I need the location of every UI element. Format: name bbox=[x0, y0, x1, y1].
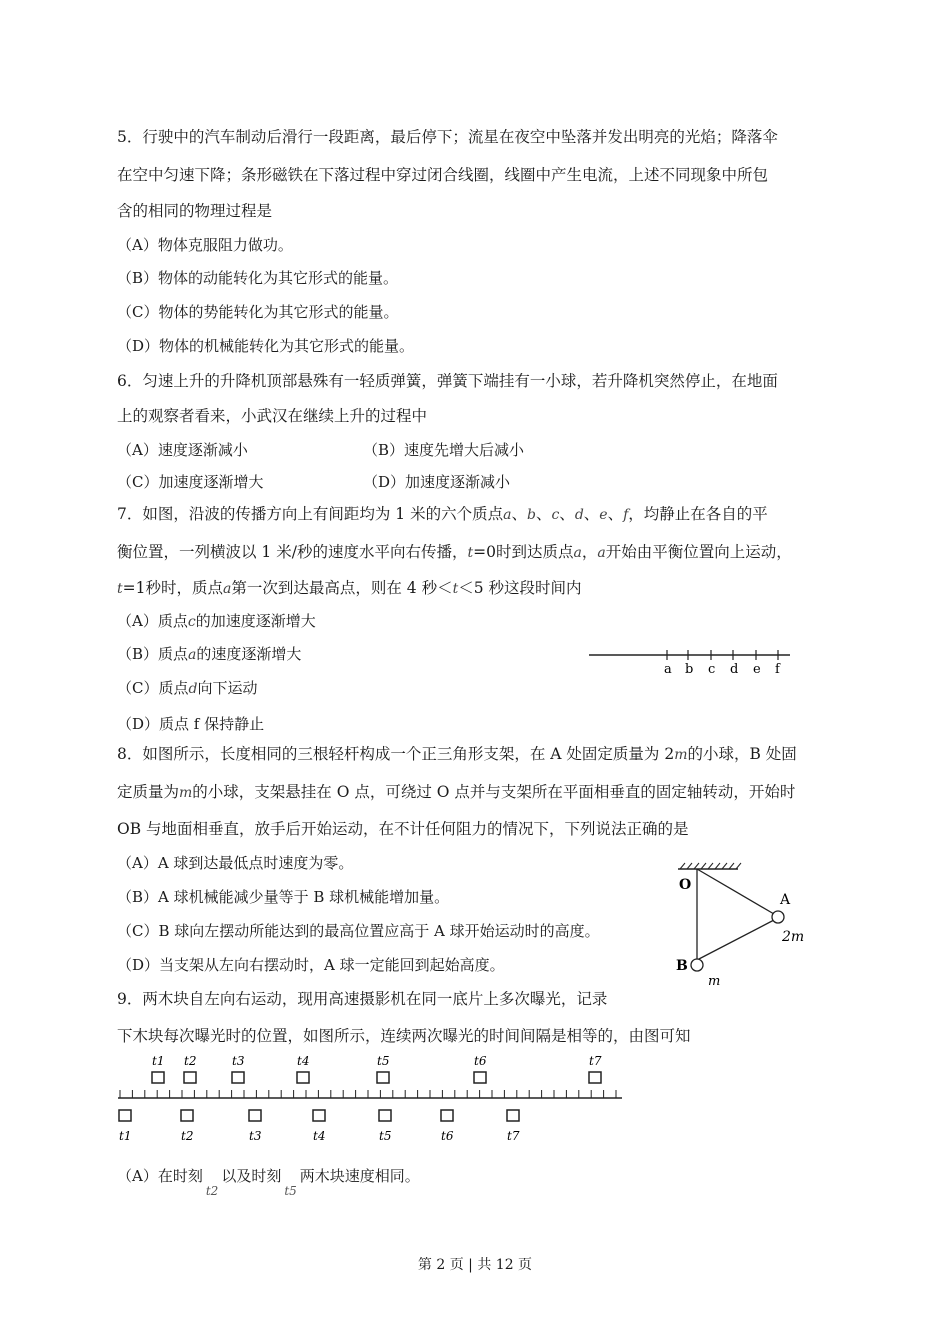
q9-option-text: （A）在时刻 bbox=[117, 1167, 203, 1185]
q7-separator: 、 bbox=[559, 505, 575, 523]
q7-option-c bbox=[117, 678, 257, 699]
q7-separator: 、 bbox=[511, 505, 527, 523]
q9-bottom-block bbox=[119, 1110, 131, 1121]
q7-text: 衡位置，一列横波以 1 米/秒的速度水平向右传播， bbox=[117, 543, 468, 561]
q5-option-a: （A）物体克服阻力做功。 bbox=[117, 236, 293, 254]
q7-point-label-e: e bbox=[753, 662, 761, 677]
q9-top-block bbox=[474, 1072, 486, 1083]
q9-bottom-block bbox=[441, 1110, 453, 1121]
q7-var-a: a bbox=[573, 545, 582, 561]
q7-ticks bbox=[664, 650, 781, 677]
q9-bottom-label: t4 bbox=[313, 1129, 326, 1143]
q9-top-label: t4 bbox=[297, 1054, 310, 1068]
q7-var-a: a bbox=[223, 581, 232, 597]
q8-label-2m: 2m bbox=[782, 929, 805, 945]
q9-blocks-figure bbox=[110, 1048, 630, 1148]
q9-option-a bbox=[117, 1166, 420, 1198]
q7-point-label-a: a bbox=[664, 662, 672, 677]
q9-top-block bbox=[184, 1072, 196, 1083]
q7-point-label-b: b bbox=[685, 662, 694, 677]
q9-bottom-block bbox=[507, 1110, 519, 1121]
q7-var-c: c bbox=[187, 614, 196, 630]
q7-option-text: 向下运动 bbox=[197, 679, 258, 697]
q8-text: 定质量为 bbox=[117, 783, 180, 801]
q8-text: 8．如图所示，长度相同的三根轻杆构成一个正三角形支架，在 A 处固定质量为 2 bbox=[117, 745, 675, 763]
q9-bottom-block bbox=[313, 1110, 325, 1121]
q7-option-b bbox=[117, 644, 301, 665]
q7-var-a: a bbox=[188, 647, 197, 663]
q9-ruler-ticks bbox=[120, 1090, 616, 1098]
q7-var-t: t bbox=[117, 581, 123, 597]
q8-text: 的小球，支架悬挂在 O 点，可绕过 O 点并与支架所在平面相垂直的固定轴转动，开始时 bbox=[192, 783, 796, 801]
q7-stem-line1 bbox=[117, 503, 768, 526]
q8-label-o: O bbox=[679, 877, 692, 893]
q8-text: 的小球，B 处固 bbox=[687, 745, 797, 763]
q7-point-d: d bbox=[574, 507, 584, 523]
q9-top-label: t6 bbox=[474, 1054, 487, 1068]
q7-text: 7．如图，沿波的传播方向上有间距均为 1 米的六个质点 bbox=[117, 505, 504, 523]
q9-top-block bbox=[297, 1072, 309, 1083]
q7-wave-figure bbox=[585, 645, 800, 677]
q7-separator: 、 bbox=[607, 505, 624, 523]
q9-top-label: t1 bbox=[152, 1054, 165, 1068]
q9-bottom-label: t3 bbox=[249, 1129, 262, 1143]
q7-point-c: c bbox=[551, 507, 560, 523]
q9-top-label: t7 bbox=[589, 1054, 602, 1068]
q7-point-label-c: c bbox=[708, 662, 716, 677]
q5-option-c: （C）物体的势能转化为其它形式的能量。 bbox=[117, 303, 399, 321]
q9-var-t2: t2 bbox=[205, 1184, 219, 1198]
q7-option-text: （C）质点 bbox=[117, 679, 189, 697]
page-footer: 第 2 页 | 共 12 页 bbox=[417, 1257, 533, 1273]
q7-option-a bbox=[117, 611, 316, 632]
q7-point-label-f: f bbox=[775, 662, 780, 677]
q7-var-a: a bbox=[597, 545, 606, 561]
q8-option-c: （C）B 球向左摆动所能达到的最高位置应高于 A 球开始运动时的高度。 bbox=[117, 922, 600, 940]
q7-point-a: a bbox=[503, 507, 512, 523]
q9-option-text: 以及时刻 bbox=[221, 1167, 282, 1185]
q7-option-text: （B）质点 bbox=[117, 645, 189, 663]
q8-option-b: （B）A 球机械能减少量等于 B 球机械能增加量。 bbox=[117, 888, 450, 906]
q9-var-t5: t5 bbox=[284, 1184, 297, 1198]
q7-option-text: 的加速度逐渐增大 bbox=[195, 612, 316, 630]
q8-triangle-figure bbox=[670, 862, 830, 992]
q6-option-c: （C）加速度逐渐增大 bbox=[117, 473, 264, 491]
q7-stem-line2 bbox=[117, 541, 792, 564]
q7-point-label-d: d bbox=[730, 662, 739, 677]
q5-stem-line1: 5．行驶中的汽车制动后滑行一段距离，最后停下；流星在夜空中坠落并发出明亮的光焰；降落伞 bbox=[117, 128, 778, 146]
q7-point-f: f bbox=[623, 507, 629, 523]
q6-option-d: （D）加速度逐渐减小 bbox=[363, 473, 511, 491]
q7-text: ＜5 秒这段时间内 bbox=[458, 579, 582, 597]
q7-var-t: t bbox=[467, 545, 474, 561]
q9-top-block bbox=[589, 1072, 601, 1083]
q8-option-a: （A）A 球到达最低点时速度为零。 bbox=[117, 854, 354, 872]
q9-stem-line2: 下木块每次曝光时的位置，如图所示，连续两次曝光的时间间隔是相等的，由图可知 bbox=[117, 1027, 691, 1045]
q7-option-text: （A）质点 bbox=[117, 612, 188, 630]
q7-point-e: e bbox=[599, 507, 608, 523]
q7-text: =0时到达质点 bbox=[473, 543, 574, 561]
q9-bottom-block bbox=[379, 1110, 391, 1121]
q6-stem-line1: 6．匀速上升的升降机顶部悬殊有一轻质弹簧，弹簧下端挂有一小球，若升降机突然停止，在地面 bbox=[117, 372, 778, 390]
q5-stem-line2: 在空中匀速下降；条形磁铁在下落过程中穿过闭合线圈，线圈中产生电流，上述不同现象中所包 bbox=[117, 166, 769, 184]
q9-bottom-block bbox=[249, 1110, 261, 1121]
q5-option-b: （B）物体的动能转化为其它形式的能量。 bbox=[117, 269, 399, 287]
q6-option-a: （A）速度逐渐减小 bbox=[117, 441, 248, 459]
q8-option-d: （D）当支架从左向右摆动时，A 球一定能回到起始高度。 bbox=[117, 956, 505, 974]
q8-rod-oa bbox=[697, 869, 774, 914]
q7-separator: 、 bbox=[535, 505, 552, 523]
q7-separator: 、 bbox=[583, 505, 600, 523]
q9-top-block bbox=[232, 1072, 244, 1083]
q8-ball-a bbox=[772, 911, 784, 923]
q9-top-label: t3 bbox=[232, 1054, 245, 1068]
q7-var-t: t bbox=[452, 581, 459, 597]
q9-stem-line1: 9．两木块自左向右运动，现用高速摄影机在同一底片上多次曝光，记录 bbox=[117, 990, 608, 1008]
q9-top-block bbox=[377, 1072, 389, 1083]
q8-rod-ab bbox=[697, 920, 774, 960]
q8-label-b: B bbox=[676, 958, 688, 974]
q8-var-m: m bbox=[179, 785, 193, 801]
q9-option-text: 两木块速度相同。 bbox=[299, 1167, 420, 1185]
q7-point-b: b bbox=[526, 507, 536, 523]
q9-top-label: t2 bbox=[184, 1054, 197, 1068]
q8-ball-b bbox=[691, 959, 703, 971]
q8-label-a: A bbox=[780, 892, 791, 908]
q7-text: ， bbox=[581, 543, 598, 561]
q8-label-m: m bbox=[708, 974, 721, 989]
q7-text: 开始由平衡位置向上运动， bbox=[605, 543, 792, 561]
q6-option-b: （B）速度先增大后减小 bbox=[363, 441, 525, 459]
q9-top-label: t5 bbox=[377, 1054, 390, 1068]
q9-bottom-label: t2 bbox=[181, 1129, 194, 1143]
q5-stem-line3: 含的相同的物理过程是 bbox=[117, 202, 273, 220]
q9-bottom-label: t7 bbox=[507, 1129, 520, 1143]
q9-bottom-label: t6 bbox=[441, 1129, 454, 1143]
q9-bottom-label: t5 bbox=[379, 1129, 392, 1143]
q9-top-blocks bbox=[152, 1054, 602, 1083]
q5-option-d: （D）物体的机械能转化为其它形式的能量。 bbox=[117, 337, 415, 355]
q8-stem-line3: OB 与地面相垂直，放手后开始运动，在不计任何阻力的情况下，下列说法正确的是 bbox=[117, 820, 689, 838]
q7-stem-line3 bbox=[117, 577, 582, 600]
q7-text: ，均静止在各自的平 bbox=[628, 505, 768, 523]
q8-var-m: m bbox=[674, 747, 688, 763]
q7-option-text: 的速度逐渐增大 bbox=[196, 645, 302, 663]
q9-bottom-blocks bbox=[119, 1110, 520, 1143]
q7-text: 第一次到达最高点，则在 4 秒＜ bbox=[231, 579, 453, 597]
q7-option-d: （D）质点 f 保持静止 bbox=[117, 715, 265, 733]
q8-stem-line1 bbox=[117, 743, 797, 766]
q6-stem-line2: 上的观察者看来，小武汉在继续上升的过程中 bbox=[117, 407, 428, 425]
q7-text: =1秒时，质点 bbox=[122, 579, 223, 597]
q9-bottom-block bbox=[181, 1110, 193, 1121]
q8-ceiling-hatch bbox=[680, 863, 741, 869]
q9-top-block bbox=[152, 1072, 164, 1083]
q9-bottom-label: t1 bbox=[119, 1129, 132, 1143]
q7-var-d: d bbox=[188, 681, 198, 697]
q8-stem-line2 bbox=[117, 781, 795, 804]
